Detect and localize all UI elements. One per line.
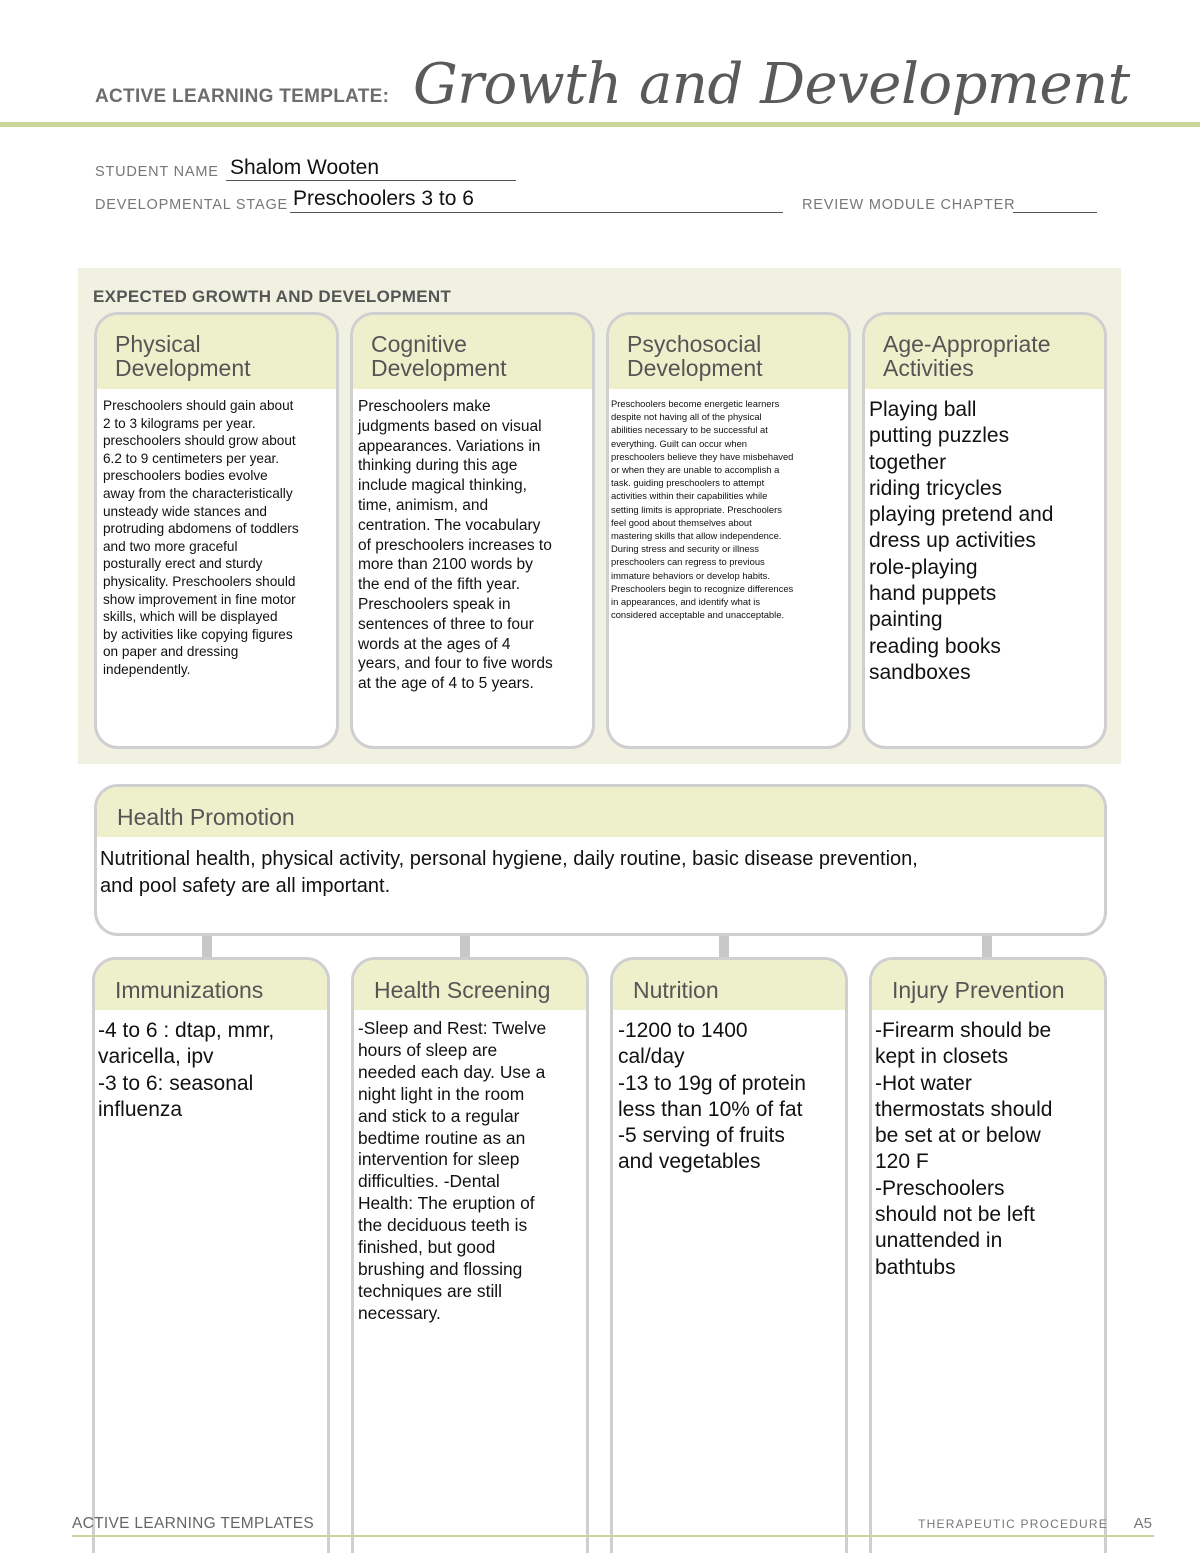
psychosocial-development-heading: Psychosocial Development: [609, 315, 848, 389]
physical-development-heading: Physical Development: [97, 315, 336, 389]
connector: [202, 936, 212, 958]
student-name-underline: [226, 179, 516, 181]
cognitive-development-box: [350, 312, 595, 749]
student-name-field[interactable]: Shalom Wooten: [230, 156, 380, 179]
psychosocial-development-box: [606, 312, 851, 749]
connector: [719, 936, 729, 958]
immunizations-box: [92, 957, 330, 1553]
expected-growth-title: EXPECTED GROWTH AND DEVELOPMENT: [93, 287, 452, 306]
physical-development-box: [94, 312, 339, 749]
immunizations-heading: Immunizations: [95, 960, 327, 1010]
physical-development-text[interactable]: Preschoolers should gain about 2 to 3 kilograms per year. preschoolers should grow about 6.2 to 9 centimeters per year. preschoolers bodies evolve away from the characteristically unsteady wide stances and protruding abdomens of toddlers and two more graceful posturally erect and sturdy physicality. Preschoolers should show improvement in fine motor skills, which will be displayed by activities like copying figures on paper and dressing independently.: [103, 398, 299, 677]
review-module-label: REVIEW MODULE CHAPTER: [802, 197, 1016, 213]
connector: [460, 936, 470, 958]
psychosocial-development-text[interactable]: Preschoolers become energetic learners despite not having all of the physical abilities necessary to be successful at everything. Guilt can occur when preschoolers believe they have misbehaved or when they are unable to accomplish a task. guiding preschoolers to attempt activities within their capabilities while setting limits is appropriate. Preschoolers feel good about themselves about mastering skills that allow independence. During stress and security or illness preschoolers can regress to previous immature behaviors or develop habits. Preschoolers begin to recognize differences in appearances, and identify what is considered acceptable and unacceptable.: [611, 398, 794, 621]
developmental-stage-field[interactable]: Preschoolers 3 to 6: [293, 187, 474, 210]
injury-prevention-text[interactable]: -Firearm should be kept in closets -Hot water thermostats should be set at or below 120 F -Preschoolers should not be left unattended in bathtubs: [875, 1019, 1053, 1279]
health-screening-box: [351, 957, 589, 1553]
health-promotion-text[interactable]: Nutritional health, physical activity, personal hygiene, daily routine, basic disease prevention, and pool safety are all important.: [100, 848, 918, 897]
connector: [982, 936, 992, 958]
cognitive-development-text[interactable]: Preschoolers make judgments based on visual appearances. Variations in thinking during this age include magical thinking, time, animism, and centration. The vocabulary of preschoolers increases to more than 2100 words by the end of the fifth year. Preschoolers speak in sentences of three to four words at the ages of 4 years, and four to five words at the age of 4 to 5 years.: [358, 398, 553, 693]
health-promotion-heading: Health Promotion: [97, 787, 1104, 837]
age-appropriate-activities-text[interactable]: Playing ball putting puzzles together riding tricycles playing pretend and dress up activities role-playing hand puppets painting reading books sandboxes: [869, 398, 1054, 684]
developmental-stage-label: DEVELOPMENTAL STAGE: [95, 197, 289, 213]
age-appropriate-activities-heading: Age-Appropriate Activities: [865, 315, 1104, 389]
nutrition-box: [610, 957, 848, 1553]
age-appropriate-activities-box: [862, 312, 1107, 749]
cognitive-development-heading: Cognitive Development: [353, 315, 592, 389]
health-promotion-box: [94, 784, 1107, 936]
page-number: A5: [1133, 1515, 1152, 1532]
immunizations-text[interactable]: -4 to 6 : dtap, mmr, varicella, ipv -3 to 6: seasonal influenza: [98, 1019, 275, 1121]
footer-right: THERAPEUTIC PROCEDURE: [918, 1517, 1108, 1531]
header-divider: [0, 122, 1200, 127]
nutrition-heading: Nutrition: [613, 960, 845, 1010]
health-screening-heading: Health Screening: [354, 960, 586, 1010]
developmental-stage-underline: [290, 211, 783, 213]
page-title: Growth and Development: [413, 52, 1130, 117]
review-module-underline: [1013, 211, 1097, 213]
template-label: ACTIVE LEARNING TEMPLATE:: [95, 86, 390, 107]
health-screening-text[interactable]: -Sleep and Rest: Twelve hours of sleep are needed each day. Use a night light in the room and stick to a regular bedtime routine as an intervention for sleep difficulties. -Dental Health: The eruption of the deciduous teeth is finished, but good brushing and flossing techniques are still necessary.: [358, 1018, 547, 1323]
injury-prevention-box: [869, 957, 1107, 1553]
footer-divider: [72, 1535, 1154, 1537]
footer-left: ACTIVE LEARNING TEMPLATES: [72, 1515, 315, 1532]
nutrition-text[interactable]: -1200 to 1400 cal/day -13 to 19g of protein less than 10% of fat -5 serving of fruits and vegetables: [618, 1019, 806, 1174]
student-name-label: STUDENT NAME: [95, 164, 219, 180]
injury-prevention-heading: Injury Prevention: [872, 960, 1104, 1010]
